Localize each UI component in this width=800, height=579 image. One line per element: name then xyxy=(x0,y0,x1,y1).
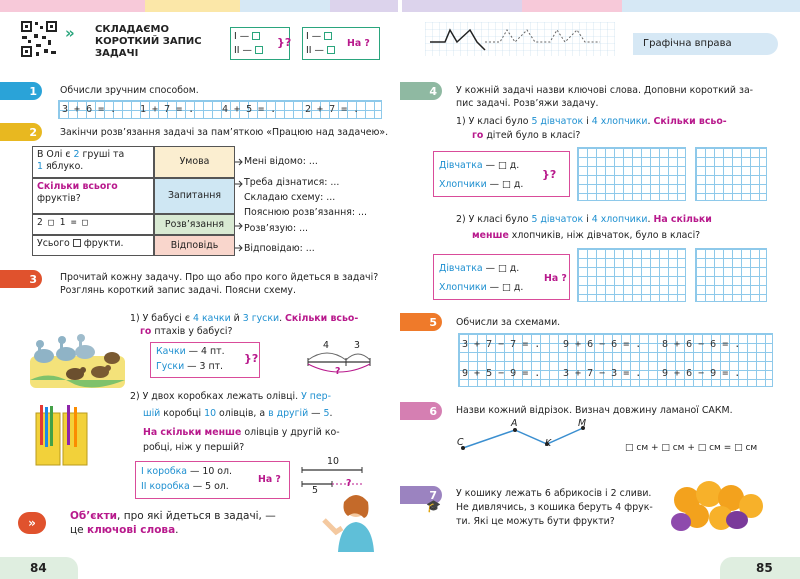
exercise-7-text-3: ти. Які це можуть бути фрукти? xyxy=(456,516,615,527)
ex4-short-record-2[interactable]: Дівчатка — □ д. Хлопчики — □ д. На ? xyxy=(433,254,570,300)
label-answer: Відповідь xyxy=(154,235,235,256)
label-question: Запитання xyxy=(154,178,235,214)
top-band-blue-r xyxy=(622,0,800,12)
ex4-problem-1-l1: 1) У класі було 5 дівчаток і 4 хлопчики. Скільки всьо- xyxy=(456,116,727,127)
exercise-5-text: Обчисли за схемами. xyxy=(456,317,561,328)
ex3-problem-2-l3: На скільки менше олівців у другій ко- xyxy=(143,427,340,438)
top-band-purple-r xyxy=(402,0,522,12)
memo-r2: Треба дізнатися: ... xyxy=(244,177,340,188)
ex5-r2-2: 3 + 7 − 3 = . xyxy=(563,368,642,379)
pencils-illustration xyxy=(34,403,90,467)
exercise-1-text: Обчисли зручним способом. xyxy=(60,85,199,96)
exercise-3-text-2: Розглянь короткий запис задачі. Поясни схему. xyxy=(60,285,296,296)
ex3-scheme-2-a: 10 xyxy=(327,456,339,467)
ex3-short-record-2: I коробка — 10 ол. II коробка — 5 ол. На ? xyxy=(135,461,290,499)
exercise-number-7: 7 xyxy=(400,486,442,504)
memo-r3: Складаю схему: ... xyxy=(244,192,336,203)
ex3-scheme-2-q: ? xyxy=(346,478,352,489)
ex5-r2-1: 9 + 5 − 9 = . xyxy=(462,368,541,379)
ex4-grid-2b[interactable] xyxy=(695,248,767,302)
length-formula[interactable]: □ см + □ см + □ см = □ см xyxy=(625,443,758,453)
exercise-7-text-2: Не дивлячись, з кошика беруть 4 фрук- xyxy=(456,502,653,513)
memo-r4: Пояснюю розв’язання: ... xyxy=(244,207,367,218)
point-m: M xyxy=(578,418,587,429)
ex3-scheme-1-q: ? xyxy=(335,366,341,377)
ex1-item-1: 3 + 6 = . xyxy=(62,104,117,115)
top-band-purple xyxy=(330,0,398,12)
label-solution: Розв’язання xyxy=(154,214,235,235)
ex5-r1-3: 8 + 6 − 6 = . xyxy=(662,339,741,350)
memo-cell-solution[interactable]: 2 □ 1 = □ xyxy=(32,214,154,235)
ex3-scheme-1-b: 3 xyxy=(354,340,360,351)
graduation-cap-icon: 🎓 xyxy=(426,499,441,513)
qr-code-icon[interactable] xyxy=(20,20,58,58)
point-k: K xyxy=(545,438,552,449)
ex3-short-record-1: Качки — 4 пт. Гуски — 3 пт. }? xyxy=(150,342,260,378)
memo-cell-condition: В Олі є 2 груші та 1 яблуко. xyxy=(32,146,154,178)
memo-r1: Мені відомо: ... xyxy=(244,156,318,167)
note-text-l1: Об’єкти, про які йдеться в задачі, — xyxy=(70,510,276,522)
ex3-problem-2-l4: робці, ніж у першій? xyxy=(143,442,245,453)
ex4-problem-2-l1: 2) У класі було 5 дівчаток і 4 хлопчики. На скільки xyxy=(456,214,712,225)
page-number-right: 85 xyxy=(756,561,773,575)
header-scheme-box-1: I — II — }? xyxy=(230,27,290,60)
point-a: A xyxy=(511,418,518,429)
note-text-l2: це ключові слова. xyxy=(70,524,179,536)
point-c: C xyxy=(457,437,464,448)
note-chevrons-icon: » xyxy=(18,512,46,534)
page-number-left: 84 xyxy=(30,561,47,575)
ex5-r1-1: 3 + 7 − 7 = . xyxy=(462,339,541,350)
ex5-r2-3: 9 + 6 − 9 = . xyxy=(662,368,741,379)
fruit-basket-illustration xyxy=(665,480,775,540)
birds-illustration xyxy=(30,318,125,388)
top-band-pink xyxy=(0,0,145,12)
header-scheme-box-2: I — II — На ? xyxy=(302,27,380,60)
exercise-number-3: 3 xyxy=(0,270,42,288)
header-chevrons-icon: » xyxy=(65,24,75,42)
exercise-3-text-1: Прочитай кожну задачу. Про що або про кого йдеться в задачі? xyxy=(60,272,379,283)
top-band-blue xyxy=(240,0,330,12)
exercise-number-4: 4 xyxy=(400,82,442,100)
ex3-problem-2-l2: шій коробці 10 олівців, а в другій — 5. xyxy=(143,408,333,419)
ex4-grid-2a[interactable] xyxy=(577,248,686,302)
ex3-problem-1-l1: 1) У бабусі є 4 качки й 3 гуски. Скільки всьо- xyxy=(130,313,359,324)
ex1-item-4: 2 + 7 = . xyxy=(305,104,360,115)
ex3-scheme-1-a: 4 xyxy=(323,340,329,351)
exercise-4-text-2: пис задачі. Розв’яжи задачу. xyxy=(456,98,599,109)
header-title: СКЛАДАЄМО КОРОТКИЙ ЗАПИС ЗАДАЧІ xyxy=(95,24,202,59)
exercise-7-text-1: У кошику лежать 6 абрикосів і 2 сливи. xyxy=(456,488,652,499)
exercise-number-1: 1 xyxy=(0,82,42,100)
ex5-r1-2: 9 + 6 − 6 = . xyxy=(563,339,642,350)
memo-cell-answer[interactable]: Усього фрукти. xyxy=(32,235,154,256)
ex3-problem-2-l1: 2) У двох коробках лежать олівці. У пер- xyxy=(130,391,332,402)
ex4-grid-1a[interactable] xyxy=(577,147,686,201)
exercise-number-6: 6 xyxy=(400,402,442,420)
ex4-grid-1b[interactable] xyxy=(695,147,767,201)
memo-r6: Відповідаю: ... xyxy=(244,243,315,254)
memo-r5: Розв’язую: ... xyxy=(244,223,309,234)
top-band-yellow xyxy=(145,0,240,12)
exercise-number-5: 5 xyxy=(400,313,442,331)
teacher-illustration xyxy=(318,490,388,552)
ex3-scheme-2-b: 5 xyxy=(312,485,318,496)
ex1-item-2: 1 + 7 = . xyxy=(140,104,195,115)
graphic-exercise-label: Графічна вправа xyxy=(633,33,778,55)
ex3-problem-1-l2: го птахів у бабусі? xyxy=(140,326,233,337)
exercise-4-text-1: У кожній задачі назви ключові слова. Доповни короткий за- xyxy=(456,85,754,96)
label-condition: Умова xyxy=(154,146,235,178)
exercise-2-text: Закінчи розв’язання задачі за пам’яткою «Працюю над задачею». xyxy=(60,127,389,138)
broken-line-cakm xyxy=(455,420,615,460)
ex4-problem-2-l2: менше хлопчиків, ніж дівчаток, було в класі? xyxy=(472,230,701,241)
memo-arrows xyxy=(235,150,243,260)
ex4-short-record-1[interactable]: Дівчатка — □ д. Хлопчики — □ д. }? xyxy=(433,151,570,197)
exercise-6-text: Назви кожний відрізок. Визнач довжину ламаної САКМ. xyxy=(456,405,733,416)
top-band-pink-r xyxy=(522,0,622,12)
memo-cell-question: Скільки всього фруктів? xyxy=(32,178,154,214)
ex4-problem-1-l2: го дітей було в класі? xyxy=(472,130,581,141)
ex1-item-3: 4 + 5 = . xyxy=(222,104,277,115)
graphic-pattern xyxy=(425,22,615,56)
exercise-number-2: 2 xyxy=(0,123,42,141)
